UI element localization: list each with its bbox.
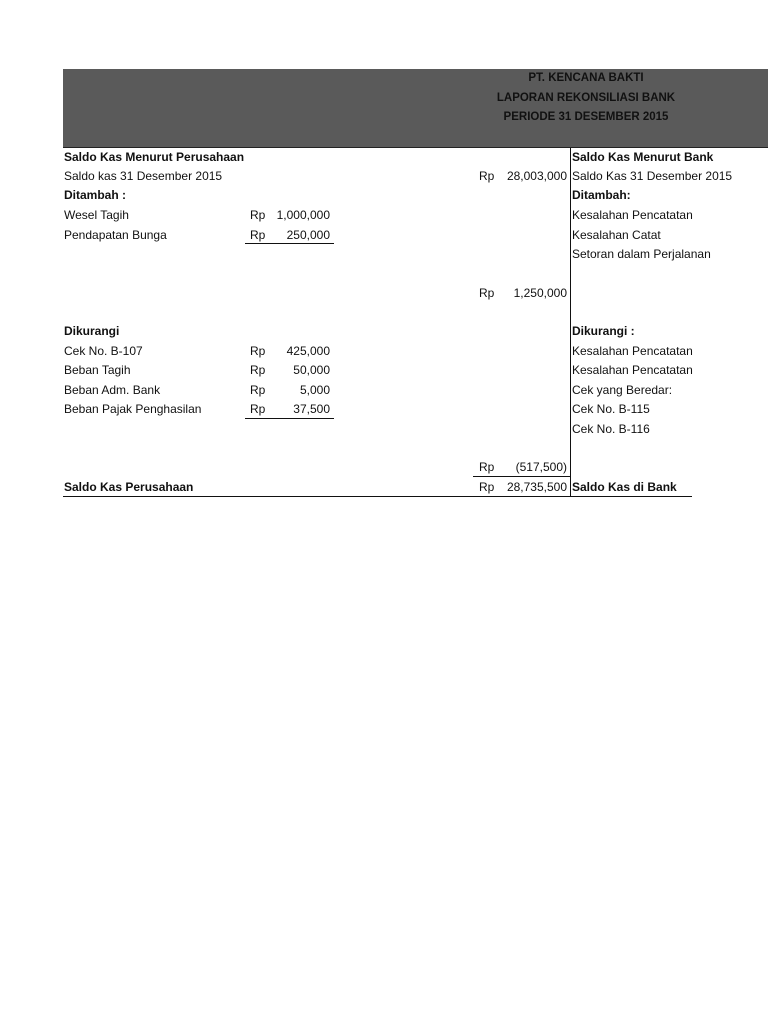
deducted-item-label: Beban Pajak Penghasilan xyxy=(64,402,202,416)
bank-added-item: Kesalahan Catat xyxy=(572,228,661,242)
bank-deducted-item: Cek No. B-115 xyxy=(572,402,650,416)
deducted-item-label: Beban Tagih xyxy=(64,363,131,377)
bank-added-title: Ditambah: xyxy=(572,188,631,202)
column-separator xyxy=(570,148,571,496)
report-period: PERIODE 31 DESEMBER 2015 xyxy=(503,111,669,123)
added-item-amount: 1,000,000 xyxy=(276,208,330,222)
bank-deducted-item: Kesalahan Pencatatan xyxy=(572,363,693,377)
added-subtotal-underline xyxy=(245,243,334,244)
added-item-currency: Rp xyxy=(250,228,266,242)
final-balance-amount: 28,735,500 xyxy=(506,480,567,494)
bank-side-column xyxy=(572,148,733,498)
company-section-title: Saldo Kas Menurut Perusahaan xyxy=(64,150,245,164)
deducted-item-amount: 37,500 xyxy=(293,402,330,416)
deducted-item-currency: Rp xyxy=(250,402,266,416)
opening-balance-label: Saldo kas 31 Desember 2015 xyxy=(64,169,223,183)
bank-deducted-title: Dikurangi : xyxy=(572,324,635,338)
added-item-label: Pendapatan Bunga xyxy=(64,228,167,242)
final-balance-label: Saldo Kas Perusahaan xyxy=(64,480,194,494)
final-balance-currency: Rp xyxy=(479,480,495,494)
bank-deducted-item: Cek yang Beredar: xyxy=(572,383,673,397)
deducted-subtotal-underline xyxy=(245,418,334,419)
deducted-item-amount: 425,000 xyxy=(286,344,330,358)
added-item-amount: 250,000 xyxy=(286,228,330,242)
company-name: PT. KENCANA BAKTI xyxy=(528,72,644,84)
company-added-title: Ditambah : xyxy=(64,188,127,202)
deducted-item-currency: Rp xyxy=(250,363,266,377)
report-header xyxy=(63,69,768,147)
report-title: LAPORAN REKONSILIASI BANK xyxy=(496,92,676,104)
added-item-label: Wesel Tagih xyxy=(64,208,129,222)
bank-final-label: Saldo Kas di Bank xyxy=(572,480,677,494)
company-deducted-title: Dikurangi xyxy=(64,324,120,338)
bank-opening-label: Saldo Kas 31 Desember 2015 xyxy=(572,169,733,183)
added-total-amount: 1,250,000 xyxy=(513,286,567,300)
deducted-total-underline xyxy=(473,476,570,477)
bank-deducted-item: Cek No. B-116 xyxy=(572,422,650,436)
deducted-total-currency: Rp xyxy=(479,460,495,474)
deducted-item-label: Cek No. B-107 xyxy=(64,344,143,358)
deducted-item-amount: 5,000 xyxy=(299,383,330,397)
bank-added-item: Setoran dalam Perjalanan xyxy=(572,247,711,261)
bank-added-item: Kesalahan Pencatatan xyxy=(572,208,693,222)
deducted-total-amount: (517,500) xyxy=(515,460,567,474)
bank-deducted-item: Kesalahan Pencatatan xyxy=(572,344,693,358)
bank-section-title: Saldo Kas Menurut Bank xyxy=(572,150,714,164)
deducted-item-amount: 50,000 xyxy=(293,363,330,377)
added-total-currency: Rp xyxy=(479,286,495,300)
deducted-item-label: Beban Adm. Bank xyxy=(64,383,161,397)
deducted-item-currency: Rp xyxy=(250,344,266,358)
added-item-currency: Rp xyxy=(250,208,266,222)
opening-balance-amount: 28,003,000 xyxy=(506,169,567,183)
opening-balance-currency: Rp xyxy=(479,169,495,183)
deducted-item-currency: Rp xyxy=(250,383,266,397)
